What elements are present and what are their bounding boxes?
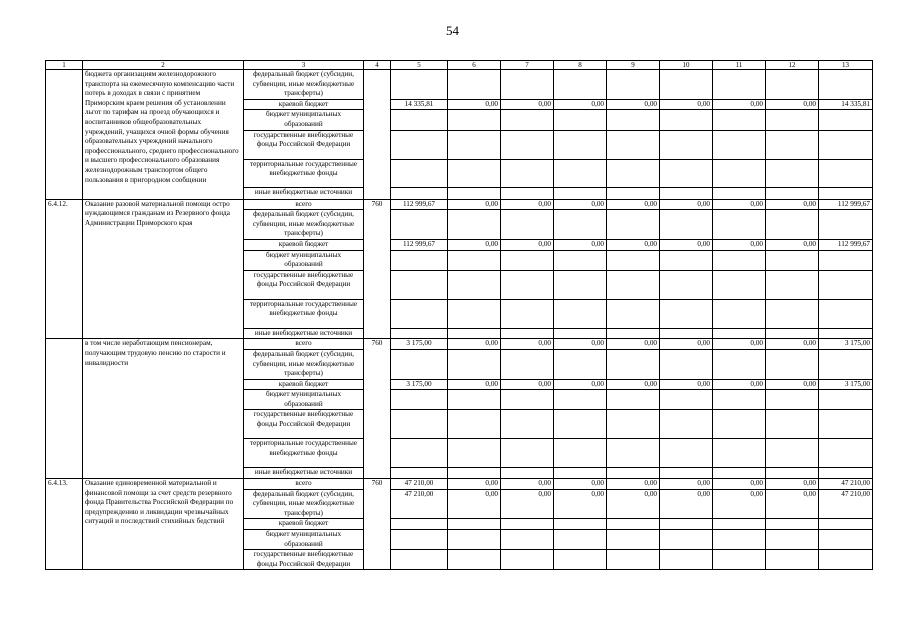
value-cell-col-11	[713, 530, 766, 550]
value-cell-col-12: 0,00	[766, 239, 819, 250]
column-header-13: 13	[819, 61, 873, 70]
value-cell-col-5: 112 999,67	[391, 199, 448, 210]
value-cell-col-12	[766, 328, 819, 339]
funding-source: краевой бюджет	[244, 379, 364, 390]
column-header-5: 5	[391, 61, 448, 70]
value-cell-col-10	[660, 299, 713, 328]
value-cell-col-10	[660, 187, 713, 199]
value-cell-col-13	[819, 390, 873, 410]
value-cell-col-6	[448, 159, 501, 187]
value-cell-col-6	[448, 550, 501, 570]
value-cell-col-5: 47 210,00	[391, 489, 448, 519]
value-cell-col-9	[607, 159, 660, 187]
value-cell-col-11	[713, 110, 766, 130]
value-cell-col-13: 112 999,67	[819, 239, 873, 250]
value-cell-col-13	[819, 110, 873, 130]
value-cell-col-8: 0,00	[554, 239, 607, 250]
funding-source: государственные внебюджетные фонды Российской Федерации	[244, 410, 364, 439]
value-cell-col-7	[501, 70, 554, 100]
value-cell-col-5	[391, 159, 448, 187]
value-cell-col-13: 112 999,67	[819, 199, 873, 210]
value-cell-col-10	[660, 530, 713, 550]
value-cell-col-8	[554, 349, 607, 379]
value-cell-col-10	[660, 390, 713, 410]
value-cell-col-6	[448, 439, 501, 468]
value-cell-col-8	[554, 270, 607, 299]
value-cell-col-11: 0,00	[713, 379, 766, 390]
value-cell-col-6: 0,00	[448, 489, 501, 519]
value-cell-col-13: 47 210,00	[819, 479, 873, 490]
budget-code: 760	[364, 479, 391, 570]
value-cell-col-8	[554, 530, 607, 550]
column-header-8: 8	[554, 61, 607, 70]
value-cell-col-10	[660, 110, 713, 130]
value-cell-col-8	[554, 328, 607, 339]
value-cell-col-8	[554, 70, 607, 100]
value-cell-col-6	[448, 70, 501, 100]
value-cell-col-9	[607, 110, 660, 130]
value-cell-col-12	[766, 519, 819, 530]
column-header-1: 1	[46, 61, 83, 70]
item-description: бюджета организациям железнодорожного транспорта на ежемесячную компенсацию части потерь в доходах в связи с принятием Приморским краем решения об установлении льгот по тарифам на проезд обучающихся и воспитанников общеобразовательных учреждений, учащихся очной формы обучения образовательных учреждений начального профессионального, среднего профессионального и высшего профессионального образования железнодорожным транспортом общего пользования в пригородном сообщении	[83, 70, 244, 200]
value-cell-col-8: 0,00	[554, 199, 607, 210]
value-cell-col-5: 14 335,81	[391, 99, 448, 110]
value-cell-col-10	[660, 349, 713, 379]
value-cell-col-5: 3 175,00	[391, 339, 448, 350]
value-cell-col-8: 0,00	[554, 99, 607, 110]
value-cell-col-8: 0,00	[554, 489, 607, 519]
value-cell-col-7	[501, 519, 554, 530]
value-cell-col-11	[713, 187, 766, 199]
funding-source: краевой бюджет	[244, 519, 364, 530]
value-cell-col-12	[766, 70, 819, 100]
value-cell-col-7	[501, 250, 554, 270]
funding-source: государственные внебюджетные фонды Российской Федерации	[244, 270, 364, 299]
value-cell-col-9: 0,00	[607, 489, 660, 519]
value-cell-col-7: 0,00	[501, 239, 554, 250]
value-cell-col-13	[819, 270, 873, 299]
value-cell-col-8	[554, 299, 607, 328]
value-cell-col-5	[391, 187, 448, 199]
value-cell-col-12: 0,00	[766, 489, 819, 519]
item-description: Оказание разовой материальной помощи остро нуждающимся гражданам из Резервного фонда Администрации Приморского края	[83, 199, 244, 339]
value-cell-col-9	[607, 299, 660, 328]
value-cell-col-12	[766, 299, 819, 328]
value-cell-col-9: 0,00	[607, 239, 660, 250]
value-cell-col-10: 0,00	[660, 199, 713, 210]
value-cell-col-5	[391, 299, 448, 328]
value-cell-col-13	[819, 328, 873, 339]
budget-code	[364, 70, 391, 200]
funding-source: бюджет муниципальных образований	[244, 390, 364, 410]
value-cell-col-11	[713, 550, 766, 570]
value-cell-col-13	[819, 299, 873, 328]
value-cell-col-10: 0,00	[660, 479, 713, 490]
value-cell-col-13: 3 175,00	[819, 379, 873, 390]
value-cell-col-5: 47 210,00	[391, 479, 448, 490]
value-cell-col-10	[660, 328, 713, 339]
value-cell-col-8: 0,00	[554, 379, 607, 390]
funding-source: федеральный бюджет (субсидии, субвенции, иные межбюджетные трансферты)	[244, 489, 364, 519]
table-row	[46, 479, 873, 490]
value-cell-col-13	[819, 349, 873, 379]
value-cell-col-10	[660, 159, 713, 187]
value-cell-col-7: 0,00	[501, 339, 554, 350]
funding-source: бюджет муниципальных образований	[244, 110, 364, 130]
value-cell-col-6	[448, 468, 501, 479]
value-cell-col-8	[554, 519, 607, 530]
value-cell-col-12	[766, 530, 819, 550]
value-cell-col-10	[660, 270, 713, 299]
funding-source: федеральный бюджет (субсидии, субвенции, иные межбюджетные трансферты)	[244, 349, 364, 379]
budget-code: 760	[364, 199, 391, 339]
item-description: Оказание единовременной материальной и финансовой помощи за счет средств резервного фонда Правительства Российской Федерации по предупреждению и ликвидации чрезвычайных ситуаций и последствий стихийных бедствий	[83, 479, 244, 570]
value-cell-col-10	[660, 250, 713, 270]
value-cell-col-5: 3 175,00	[391, 379, 448, 390]
value-cell-col-5	[391, 439, 448, 468]
value-cell-col-5	[391, 519, 448, 530]
value-cell-col-13	[819, 159, 873, 187]
value-cell-col-11	[713, 328, 766, 339]
value-cell-col-7	[501, 187, 554, 199]
value-cell-col-7: 0,00	[501, 199, 554, 210]
value-cell-col-11: 0,00	[713, 479, 766, 490]
funding-source: всего	[244, 479, 364, 490]
value-cell-col-13	[819, 439, 873, 468]
value-cell-col-6: 0,00	[448, 379, 501, 390]
funding-source: территориальные государственные внебюджетные фонды	[244, 159, 364, 187]
value-cell-col-13	[819, 130, 873, 159]
value-cell-col-11: 0,00	[713, 99, 766, 110]
item-id: 6.4.12.	[46, 199, 83, 339]
column-header-row	[46, 61, 873, 70]
value-cell-col-13	[819, 187, 873, 199]
value-cell-col-5	[391, 328, 448, 339]
value-cell-col-5: 112 999,67	[391, 239, 448, 250]
table-row	[46, 339, 873, 350]
item-id: 6.4.13.	[46, 479, 83, 570]
column-header-2: 2	[83, 61, 244, 70]
value-cell-col-7: 0,00	[501, 479, 554, 490]
value-cell-col-13	[819, 530, 873, 550]
value-cell-col-8	[554, 187, 607, 199]
value-cell-col-5	[391, 410, 448, 439]
value-cell-col-7	[501, 299, 554, 328]
value-cell-col-7	[501, 130, 554, 159]
value-cell-col-8	[554, 210, 607, 240]
value-cell-col-6: 0,00	[448, 99, 501, 110]
value-cell-col-8	[554, 439, 607, 468]
value-cell-col-11	[713, 410, 766, 439]
funding-source: территориальные государственные внебюджетные фонды	[244, 439, 364, 468]
value-cell-col-7: 0,00	[501, 99, 554, 110]
value-cell-col-12: 0,00	[766, 339, 819, 350]
column-header-11: 11	[713, 61, 766, 70]
value-cell-col-10: 0,00	[660, 379, 713, 390]
value-cell-col-13	[819, 519, 873, 530]
budget-table	[45, 60, 873, 570]
budget-code: 760	[364, 339, 391, 479]
value-cell-col-6: 0,00	[448, 479, 501, 490]
value-cell-col-9	[607, 439, 660, 468]
value-cell-col-9	[607, 70, 660, 100]
value-cell-col-7	[501, 349, 554, 379]
value-cell-col-5	[391, 70, 448, 100]
value-cell-col-6	[448, 250, 501, 270]
value-cell-col-12: 0,00	[766, 379, 819, 390]
value-cell-col-7	[501, 439, 554, 468]
value-cell-col-6: 0,00	[448, 339, 501, 350]
value-cell-col-5	[391, 468, 448, 479]
value-cell-col-9: 0,00	[607, 379, 660, 390]
value-cell-col-13	[819, 410, 873, 439]
funding-source: иные внебюджетные источники	[244, 187, 364, 199]
value-cell-col-5	[391, 110, 448, 130]
value-cell-col-11	[713, 270, 766, 299]
value-cell-col-12	[766, 439, 819, 468]
funding-source: краевой бюджет	[244, 99, 364, 110]
value-cell-col-11	[713, 390, 766, 410]
value-cell-col-7	[501, 530, 554, 550]
value-cell-col-9	[607, 130, 660, 159]
value-cell-col-10: 0,00	[660, 339, 713, 350]
value-cell-col-6	[448, 390, 501, 410]
column-header-6: 6	[448, 61, 501, 70]
value-cell-col-9	[607, 328, 660, 339]
item-id	[46, 339, 83, 479]
value-cell-col-12: 0,00	[766, 199, 819, 210]
value-cell-col-9	[607, 187, 660, 199]
value-cell-col-11: 0,00	[713, 489, 766, 519]
value-cell-col-8: 0,00	[554, 339, 607, 350]
value-cell-col-13: 47 210,00	[819, 489, 873, 519]
value-cell-col-11	[713, 349, 766, 379]
value-cell-col-5	[391, 390, 448, 410]
value-cell-col-6	[448, 410, 501, 439]
value-cell-col-5	[391, 210, 448, 240]
value-cell-col-7: 0,00	[501, 489, 554, 519]
item-id	[46, 70, 83, 200]
funding-source: федеральный бюджет (субсидии, субвенции, иные межбюджетные трансферты)	[244, 210, 364, 240]
value-cell-col-12	[766, 390, 819, 410]
value-cell-col-10	[660, 210, 713, 240]
column-header-10: 10	[660, 61, 713, 70]
value-cell-col-12	[766, 410, 819, 439]
value-cell-col-7	[501, 410, 554, 439]
value-cell-col-7	[501, 328, 554, 339]
value-cell-col-11: 0,00	[713, 199, 766, 210]
value-cell-col-12: 0,00	[766, 479, 819, 490]
value-cell-col-11	[713, 468, 766, 479]
value-cell-col-7: 0,00	[501, 379, 554, 390]
value-cell-col-8	[554, 250, 607, 270]
funding-source: федеральный бюджет (субсидии, субвенции, иные межбюджетные трансферты)	[244, 70, 364, 100]
value-cell-col-12	[766, 159, 819, 187]
value-cell-col-10: 0,00	[660, 99, 713, 110]
value-cell-col-8	[554, 410, 607, 439]
value-cell-col-10	[660, 550, 713, 570]
value-cell-col-13	[819, 550, 873, 570]
value-cell-col-9	[607, 270, 660, 299]
value-cell-col-6	[448, 519, 501, 530]
value-cell-col-10: 0,00	[660, 489, 713, 519]
value-cell-col-13: 3 175,00	[819, 339, 873, 350]
value-cell-col-12	[766, 468, 819, 479]
value-cell-col-7	[501, 550, 554, 570]
value-cell-col-13	[819, 250, 873, 270]
value-cell-col-5	[391, 270, 448, 299]
value-cell-col-6: 0,00	[448, 199, 501, 210]
value-cell-col-13	[819, 70, 873, 100]
value-cell-col-12	[766, 250, 819, 270]
value-cell-col-12	[766, 130, 819, 159]
value-cell-col-9	[607, 349, 660, 379]
value-cell-col-8	[554, 130, 607, 159]
value-cell-col-6	[448, 349, 501, 379]
value-cell-col-9	[607, 468, 660, 479]
value-cell-col-8: 0,00	[554, 479, 607, 490]
item-description: в том числе неработающим пенсионерам, получающим трудовую пенсию по старости и инвалидности	[83, 339, 244, 479]
value-cell-col-10	[660, 410, 713, 439]
column-header-4: 4	[364, 61, 391, 70]
funding-source: всего	[244, 199, 364, 210]
value-cell-col-6	[448, 299, 501, 328]
value-cell-col-5	[391, 550, 448, 570]
value-cell-col-13: 14 335,81	[819, 99, 873, 110]
value-cell-col-9	[607, 530, 660, 550]
value-cell-col-7	[501, 468, 554, 479]
value-cell-col-9	[607, 519, 660, 530]
value-cell-col-9	[607, 410, 660, 439]
value-cell-col-11	[713, 159, 766, 187]
value-cell-col-7	[501, 210, 554, 240]
value-cell-col-8	[554, 468, 607, 479]
column-header-9: 9	[607, 61, 660, 70]
value-cell-col-10: 0,00	[660, 239, 713, 250]
value-cell-col-8	[554, 390, 607, 410]
value-cell-col-12	[766, 110, 819, 130]
value-cell-col-9: 0,00	[607, 99, 660, 110]
value-cell-col-13	[819, 210, 873, 240]
funding-source: бюджет муниципальных образований	[244, 530, 364, 550]
value-cell-col-8	[554, 159, 607, 187]
value-cell-col-7	[501, 159, 554, 187]
page-number: 54	[446, 23, 459, 38]
value-cell-col-10	[660, 468, 713, 479]
value-cell-col-8	[554, 110, 607, 130]
value-cell-col-6	[448, 328, 501, 339]
value-cell-col-11: 0,00	[713, 339, 766, 350]
value-cell-col-5	[391, 349, 448, 379]
value-cell-col-11	[713, 210, 766, 240]
funding-source: всего	[244, 339, 364, 350]
value-cell-col-11: 0,00	[713, 239, 766, 250]
value-cell-col-6: 0,00	[448, 239, 501, 250]
funding-source: территориальные государственные внебюджетные фонды	[244, 299, 364, 328]
value-cell-col-6	[448, 110, 501, 130]
column-header-7: 7	[501, 61, 554, 70]
value-cell-col-11	[713, 250, 766, 270]
funding-source: краевой бюджет	[244, 239, 364, 250]
funding-source: иные внебюджетные источники	[244, 468, 364, 479]
value-cell-col-11	[713, 519, 766, 530]
value-cell-col-9: 0,00	[607, 199, 660, 210]
table-row	[46, 70, 873, 100]
funding-source: бюджет муниципальных образований	[244, 250, 364, 270]
value-cell-col-9: 0,00	[607, 479, 660, 490]
value-cell-col-10	[660, 519, 713, 530]
value-cell-col-9	[607, 210, 660, 240]
value-cell-col-10	[660, 439, 713, 468]
value-cell-col-5	[391, 250, 448, 270]
funding-source: государственные внебюджетные фонды Российской Федерации	[244, 550, 364, 570]
value-cell-col-7	[501, 110, 554, 130]
value-cell-col-8	[554, 550, 607, 570]
value-cell-col-9	[607, 390, 660, 410]
value-cell-col-10	[660, 130, 713, 159]
value-cell-col-6	[448, 270, 501, 299]
value-cell-col-6	[448, 130, 501, 159]
value-cell-col-12	[766, 187, 819, 199]
column-header-12: 12	[766, 61, 819, 70]
value-cell-col-12: 0,00	[766, 99, 819, 110]
value-cell-col-11	[713, 439, 766, 468]
value-cell-col-9	[607, 250, 660, 270]
value-cell-col-6	[448, 187, 501, 199]
value-cell-col-9	[607, 550, 660, 570]
value-cell-col-11	[713, 299, 766, 328]
value-cell-col-7	[501, 270, 554, 299]
funding-source: иные внебюджетные источники	[244, 328, 364, 339]
value-cell-col-9: 0,00	[607, 339, 660, 350]
value-cell-col-12	[766, 550, 819, 570]
value-cell-col-12	[766, 270, 819, 299]
value-cell-col-11	[713, 130, 766, 159]
value-cell-col-11	[713, 70, 766, 100]
value-cell-col-6	[448, 530, 501, 550]
value-cell-col-12	[766, 210, 819, 240]
value-cell-col-5	[391, 530, 448, 550]
funding-source: государственные внебюджетные фонды Российской Федерации	[244, 130, 364, 159]
value-cell-col-5	[391, 130, 448, 159]
column-header-3: 3	[244, 61, 364, 70]
value-cell-col-7	[501, 390, 554, 410]
table-row	[46, 199, 873, 210]
value-cell-col-6	[448, 210, 501, 240]
value-cell-col-13	[819, 468, 873, 479]
value-cell-col-12	[766, 349, 819, 379]
value-cell-col-10	[660, 70, 713, 100]
